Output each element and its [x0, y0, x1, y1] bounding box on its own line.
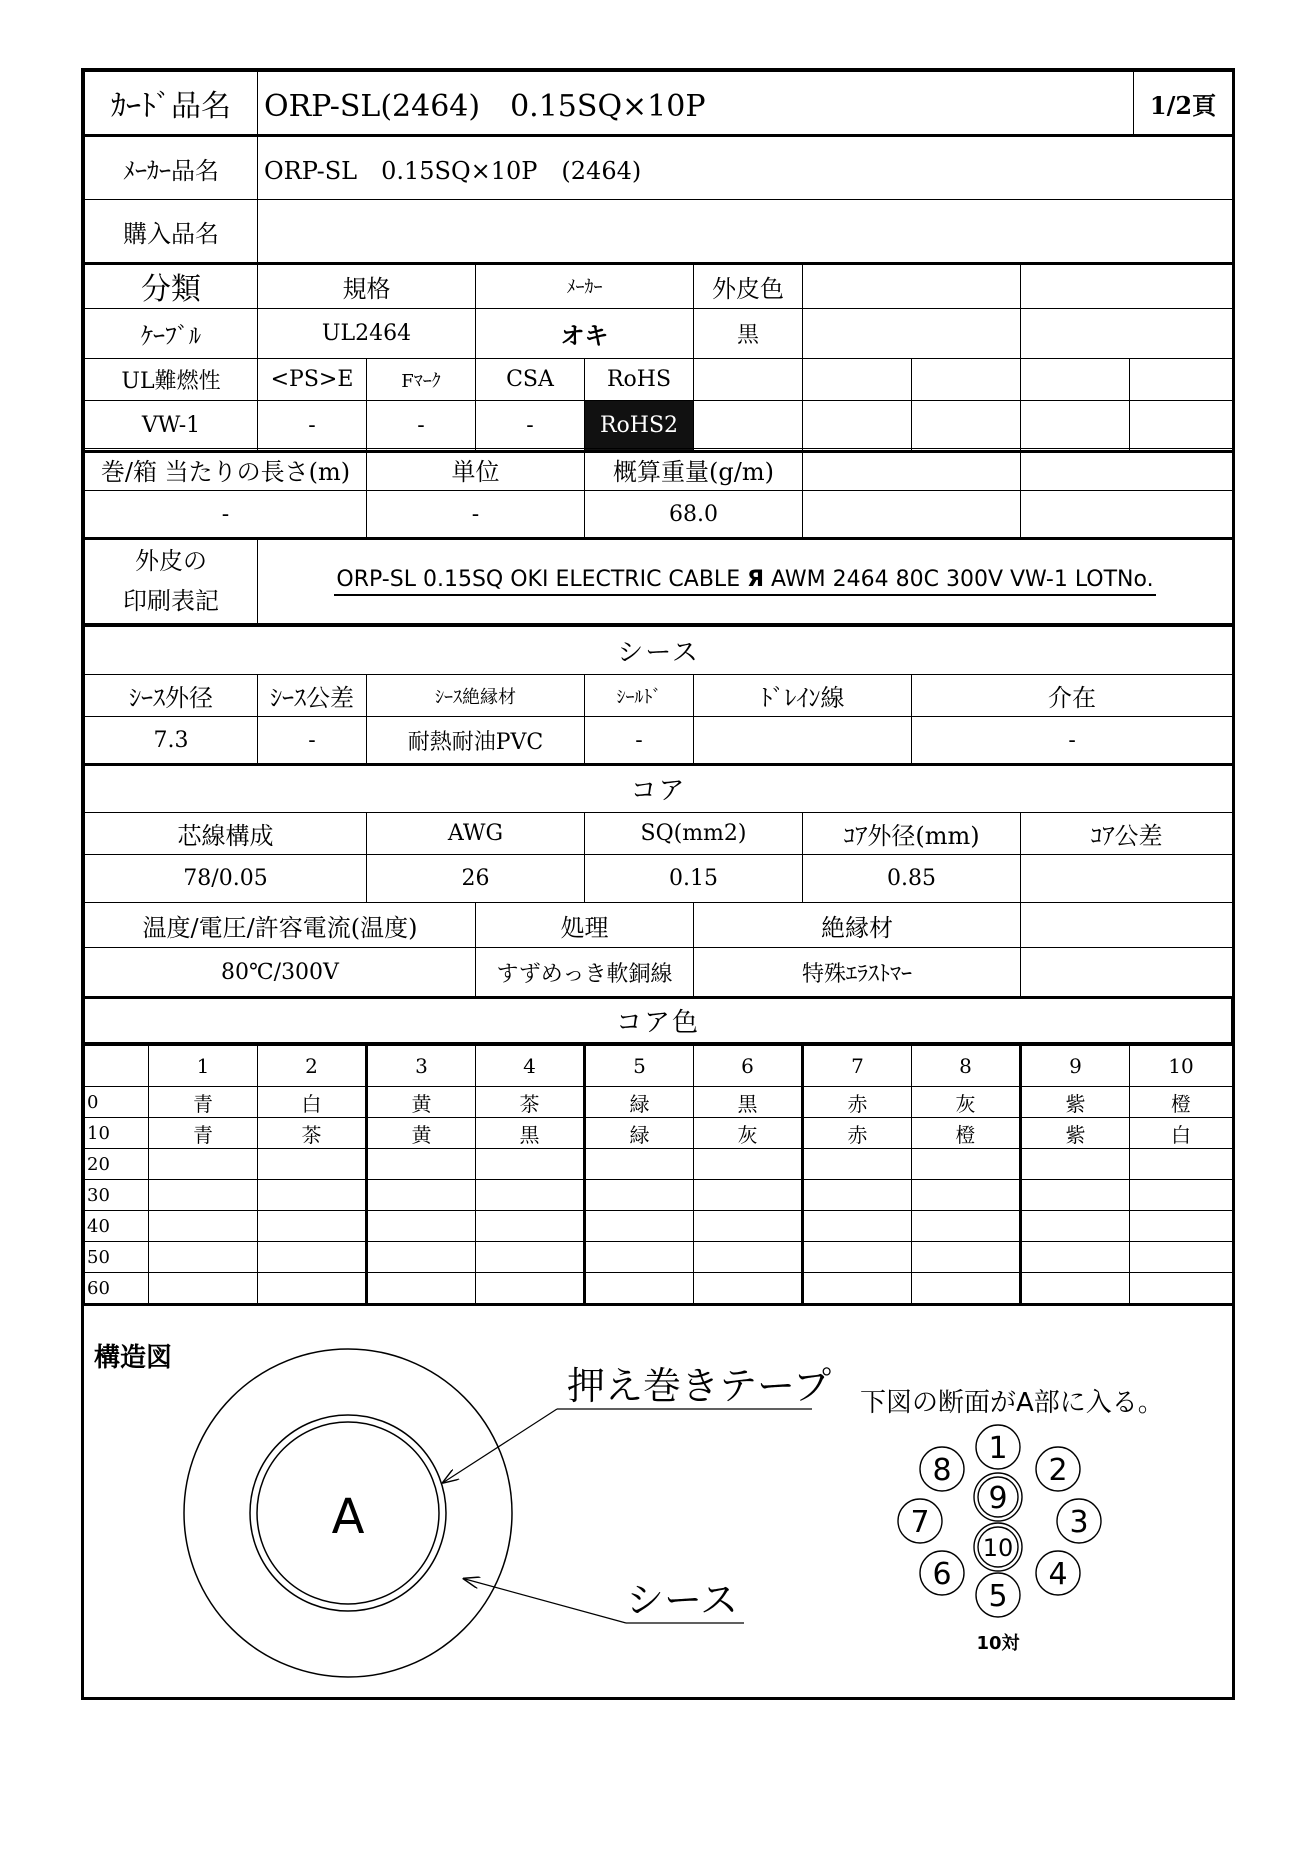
- sheath-insulation-label: ｼｰｽ絶縁材: [367, 675, 585, 717]
- color-cell: [1130, 1242, 1233, 1273]
- pse-label: <PS>E: [258, 359, 367, 401]
- svg-text:10: 10: [982, 1534, 1014, 1562]
- column-header: 10: [1130, 1046, 1233, 1087]
- printing-text-before: ORP-SL 0.15SQ OKI ELECTRIC CABLE: [336, 566, 741, 592]
- pair-8: [920, 1447, 964, 1491]
- ul-mark-icon: Я: [747, 566, 765, 592]
- f-mark-label: Fﾏｰｸ: [367, 359, 476, 401]
- color-cell: [476, 1242, 585, 1273]
- core-color-title: コア色: [85, 998, 1232, 1044]
- color-cell: 緑: [585, 1087, 694, 1118]
- color-cell: 橙: [1130, 1087, 1233, 1118]
- color-cell: [1021, 1149, 1130, 1180]
- color-cell: [694, 1180, 803, 1211]
- empty-cell: [694, 359, 803, 401]
- pair-3: [1057, 1499, 1101, 1543]
- color-cell: [149, 1149, 258, 1180]
- ul-flame-value: VW-1: [85, 401, 258, 452]
- f-mark-value: -: [367, 401, 476, 452]
- pair-1: [976, 1425, 1020, 1469]
- color-cell: [367, 1211, 476, 1242]
- tape-label: 押え巻きテープ: [567, 1364, 832, 1408]
- color-cell: [803, 1242, 912, 1273]
- color-cell: [912, 1149, 1021, 1180]
- classification-table: [84, 263, 1233, 453]
- color-cell: 茶: [476, 1087, 585, 1118]
- color-cell: 黄: [367, 1118, 476, 1149]
- rohs-value: RoHS2: [585, 401, 694, 452]
- csa-value: -: [476, 401, 585, 452]
- color-cell: [476, 1211, 585, 1242]
- color-cell: [367, 1273, 476, 1305]
- column-header: 1: [149, 1046, 258, 1087]
- column-header: 3: [367, 1046, 476, 1087]
- row-label: 60: [85, 1273, 149, 1305]
- empty-cell: [1021, 359, 1130, 401]
- sheath-title: シース: [85, 627, 1233, 675]
- color-cell: [1021, 1180, 1130, 1211]
- color-cell: [694, 1242, 803, 1273]
- empty-cell: [1021, 903, 1233, 948]
- core-color-title-table: [84, 997, 1232, 1045]
- empty-cell: [1021, 401, 1130, 452]
- color-cell: [912, 1242, 1021, 1273]
- table-row: [85, 1242, 1233, 1273]
- color-cell: 赤: [803, 1087, 912, 1118]
- color-cell: 黒: [694, 1087, 803, 1118]
- page-number: 1/2頁: [1134, 72, 1233, 136]
- row-label: 20: [85, 1149, 149, 1180]
- standard-label: 規格: [258, 264, 476, 309]
- pair-7: [898, 1499, 942, 1543]
- empty-cell: [912, 359, 1021, 401]
- table-row: [85, 1180, 1233, 1211]
- color-cell: [803, 1211, 912, 1242]
- color-cell: [149, 1273, 258, 1305]
- core-od-label: ｺｱ外径(mm): [803, 813, 1021, 855]
- color-cell: [1021, 1273, 1130, 1305]
- color-cell: [149, 1242, 258, 1273]
- length-label: 巻/箱 当たりの長さ(m): [85, 449, 367, 491]
- color-cell: 緑: [585, 1118, 694, 1149]
- empty-cell: [803, 264, 1021, 309]
- color-cell: [803, 1273, 912, 1305]
- pair-10: [974, 1523, 1022, 1571]
- sheath-leader-line: [465, 1579, 626, 1623]
- awg-label: AWG: [367, 813, 585, 855]
- color-cell: 灰: [694, 1118, 803, 1149]
- svg-text:3: 3: [1069, 1505, 1089, 1540]
- outer-color-value: 黒: [694, 309, 803, 359]
- ul-flame-label: UL難燃性: [85, 359, 258, 401]
- pair-5: [976, 1573, 1020, 1617]
- color-cell: [1130, 1149, 1233, 1180]
- structure-title: 構造図: [94, 1343, 173, 1373]
- core-color-header-row: [85, 1046, 1233, 1087]
- svg-text:7: 7: [910, 1505, 930, 1540]
- header-table: [84, 71, 1233, 265]
- standard-value: UL2464: [258, 309, 476, 359]
- color-cell: [367, 1180, 476, 1211]
- empty-cell: [1021, 948, 1233, 998]
- color-cell: 黄: [367, 1087, 476, 1118]
- pair-9: [974, 1473, 1022, 1521]
- color-cell: [258, 1211, 367, 1242]
- pair-6: [920, 1551, 964, 1595]
- spec-sheet: [81, 68, 1235, 1700]
- sheath-tolerance-label: ｼｰｽ公差: [258, 675, 367, 717]
- sheath-label: シース: [626, 1578, 739, 1622]
- table-row: [85, 1211, 1233, 1242]
- color-cell: 青: [149, 1087, 258, 1118]
- core-table: [84, 764, 1233, 999]
- color-cell: [803, 1180, 912, 1211]
- empty-cell: [1021, 309, 1233, 359]
- printing-text-after: AWM 2464 80C 300V VW-1 LOTNo.: [771, 566, 1154, 592]
- empty-cell: [694, 401, 803, 452]
- insulation-value: 特殊ｴﾗｽﾄﾏｰ: [694, 948, 1021, 998]
- color-cell: [367, 1242, 476, 1273]
- drain-wire-label: ﾄﾞﾚｲﾝ線: [694, 675, 912, 717]
- color-cell: [694, 1211, 803, 1242]
- color-cell: [258, 1180, 367, 1211]
- empty-cell: [803, 359, 912, 401]
- rating-label: 温度/電圧/許容電流(温度): [85, 903, 476, 948]
- svg-text:1: 1: [988, 1431, 1008, 1466]
- row-label: 50: [85, 1242, 149, 1273]
- color-cell: [1130, 1273, 1233, 1305]
- svg-text:8: 8: [932, 1453, 952, 1488]
- core-label: A: [331, 1489, 365, 1545]
- color-cell: 青: [149, 1118, 258, 1149]
- empty-cell: [803, 401, 912, 452]
- sq-label: SQ(mm2): [585, 813, 803, 855]
- color-cell: [258, 1242, 367, 1273]
- conductor-value: 78/0.05: [85, 855, 367, 903]
- pairs-label: 10対: [976, 1633, 1020, 1654]
- printing-table: [84, 538, 1233, 626]
- svg-text:2: 2: [1048, 1453, 1068, 1488]
- color-cell: [912, 1273, 1021, 1305]
- color-cell: 紫: [1021, 1087, 1130, 1118]
- filler-label: 介在: [912, 675, 1233, 717]
- color-cell: [585, 1211, 694, 1242]
- color-cell: 茶: [258, 1118, 367, 1149]
- sheath-tolerance-value: -: [258, 717, 367, 765]
- rohs-label: RoHS: [585, 359, 694, 401]
- empty-cell: [803, 491, 1021, 539]
- table-row: [85, 1273, 1233, 1305]
- row-label: 0: [85, 1087, 149, 1118]
- rating-value: 80℃/300V: [85, 948, 476, 998]
- column-header: 8: [912, 1046, 1021, 1087]
- pair-2: [1036, 1447, 1080, 1491]
- svg-text:5: 5: [988, 1579, 1008, 1614]
- color-cell: [585, 1242, 694, 1273]
- card-name-value: ORP-SL(2464) 0.15SQ×10P: [258, 72, 1134, 136]
- card-name-label: ｶｰﾄﾞ品名: [85, 72, 258, 136]
- row-label: 10: [85, 1118, 149, 1149]
- color-cell: 黒: [476, 1118, 585, 1149]
- core-tolerance-label: ｺｱ公差: [1021, 813, 1233, 855]
- color-cell: [585, 1273, 694, 1305]
- color-cell: [476, 1180, 585, 1211]
- weight-value: 68.0: [585, 491, 803, 539]
- color-cell: [585, 1149, 694, 1180]
- classification-label: 分類: [85, 264, 258, 309]
- color-cell: [149, 1180, 258, 1211]
- color-cell: [1021, 1242, 1130, 1273]
- shield-value: -: [585, 717, 694, 765]
- empty-cell: [803, 309, 1021, 359]
- length-value: -: [85, 491, 367, 539]
- printing-label-line1: 外皮の: [135, 547, 207, 575]
- color-cell: 紫: [1021, 1118, 1130, 1149]
- weight-label: 概算重量(g/m): [585, 449, 803, 491]
- svg-text:9: 9: [988, 1481, 1008, 1516]
- color-cell: [585, 1180, 694, 1211]
- outer-color-label: 外皮色: [694, 264, 803, 309]
- core-title: コア: [85, 765, 1233, 813]
- sq-value: 0.15: [585, 855, 803, 903]
- printing-label: [85, 539, 258, 625]
- purchase-name-label: 購入品名: [85, 200, 258, 264]
- purchase-name-value: [258, 200, 1233, 264]
- printing-text: [334, 567, 1155, 596]
- empty-cell: [1021, 449, 1233, 491]
- structure-section: [84, 1327, 1232, 1697]
- csa-label: CSA: [476, 359, 585, 401]
- drain-wire-value: [694, 717, 912, 765]
- empty-cell: [912, 401, 1021, 452]
- core-tolerance-value: [1021, 855, 1233, 903]
- column-header: 6: [694, 1046, 803, 1087]
- color-cell: [476, 1149, 585, 1180]
- row-label: 30: [85, 1180, 149, 1211]
- corner-cell: [85, 1046, 149, 1087]
- awg-value: 26: [367, 855, 585, 903]
- svg-text:4: 4: [1048, 1557, 1068, 1592]
- color-cell: [803, 1149, 912, 1180]
- core-od-value: 0.85: [803, 855, 1021, 903]
- table-row: [85, 1118, 1233, 1149]
- color-cell: [476, 1273, 585, 1305]
- sheath-od-value: 7.3: [85, 717, 258, 765]
- maker-value: オキ: [476, 309, 694, 359]
- printing-value: [258, 539, 1233, 625]
- color-cell: 白: [258, 1087, 367, 1118]
- empty-cell: [1021, 491, 1233, 539]
- column-header: 7: [803, 1046, 912, 1087]
- sheath-insulation-value: 耐熱耐油PVC: [367, 717, 585, 765]
- empty-cell: [1021, 264, 1233, 309]
- row-label: 40: [85, 1211, 149, 1242]
- column-header: 5: [585, 1046, 694, 1087]
- column-header: 9: [1021, 1046, 1130, 1087]
- column-header: 2: [258, 1046, 367, 1087]
- empty-cell: [803, 449, 1021, 491]
- table-row: [85, 1087, 1233, 1118]
- printing-label-line2: 印刷表記: [123, 587, 219, 615]
- note-text: 下図の断面がA部に入る。: [860, 1388, 1164, 1418]
- unit-value: -: [367, 491, 585, 539]
- color-cell: [694, 1149, 803, 1180]
- treatment-label: 処理: [476, 903, 694, 948]
- color-cell: 灰: [912, 1087, 1021, 1118]
- svg-text:6: 6: [932, 1557, 952, 1592]
- color-cell: [1021, 1211, 1130, 1242]
- treatment-value: すずめっき軟銅線: [476, 948, 694, 998]
- maker-name-label: ﾒｰｶｰ品名: [85, 136, 258, 200]
- pair-4: [1036, 1551, 1080, 1595]
- table-row: [85, 1149, 1233, 1180]
- maker-name-value: ORP-SL 0.15SQ×10P (2464): [258, 136, 1233, 200]
- color-cell: 赤: [803, 1118, 912, 1149]
- length-table: [84, 448, 1233, 540]
- color-cell: [912, 1211, 1021, 1242]
- unit-label: 単位: [367, 449, 585, 491]
- color-cell: [258, 1273, 367, 1305]
- insulation-label: 絶縁材: [694, 903, 1021, 948]
- color-cell: [149, 1211, 258, 1242]
- maker-label: ﾒｰｶｰ: [476, 264, 694, 309]
- color-cell: [912, 1180, 1021, 1211]
- pair-arrangement: [898, 1425, 1101, 1617]
- core-color-table: [84, 1045, 1233, 1306]
- cable-cross-section-diagram: [84, 1327, 1232, 1697]
- empty-cell: [1130, 359, 1233, 401]
- shield-label: ｼｰﾙﾄﾞ: [585, 675, 694, 717]
- color-cell: [258, 1149, 367, 1180]
- classification-value: ｹｰﾌﾞﾙ: [85, 309, 258, 359]
- conductor-label: 芯線構成: [85, 813, 367, 855]
- color-cell: 白: [1130, 1118, 1233, 1149]
- column-header: 4: [476, 1046, 585, 1087]
- color-cell: [367, 1149, 476, 1180]
- pse-value: -: [258, 401, 367, 452]
- color-cell: [1130, 1211, 1233, 1242]
- sheath-table: [84, 626, 1233, 766]
- sheath-od-label: ｼｰｽ外径: [85, 675, 258, 717]
- empty-cell: [1130, 401, 1233, 452]
- color-cell: 橙: [912, 1118, 1021, 1149]
- tape-leader-line: [444, 1409, 557, 1482]
- color-cell: [1130, 1180, 1233, 1211]
- filler-value: -: [912, 717, 1233, 765]
- color-cell: [694, 1273, 803, 1305]
